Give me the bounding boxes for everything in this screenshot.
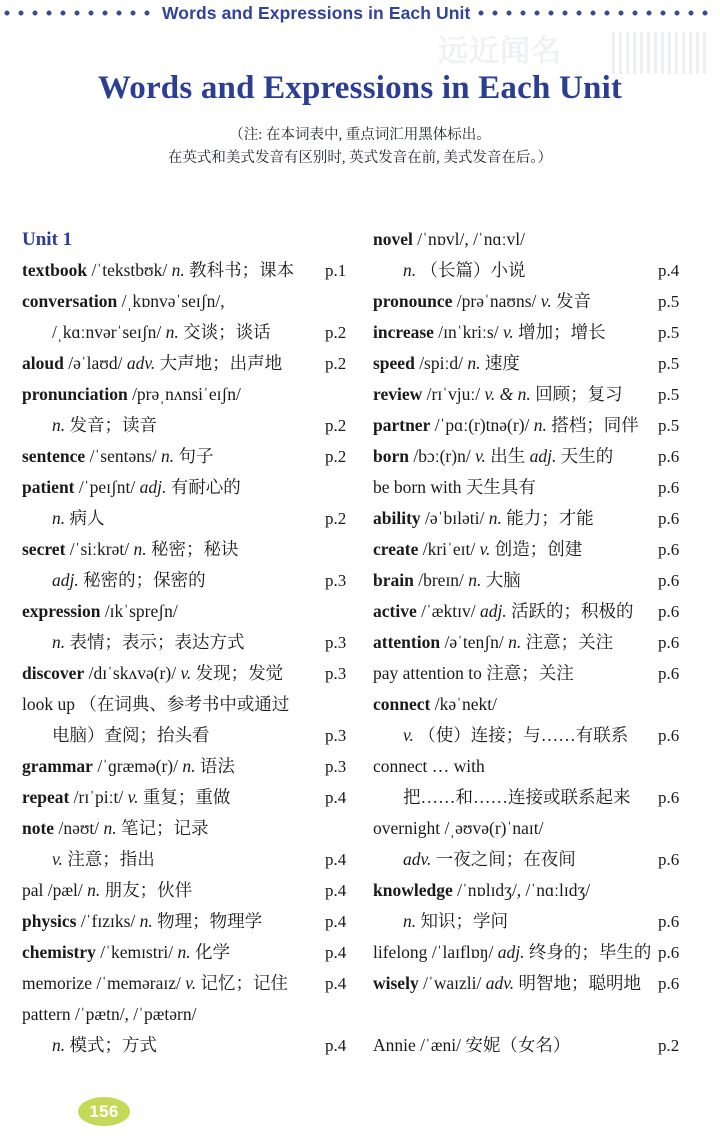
entry-part-of-speech: adj. (52, 570, 79, 590)
dictionary-entry-line (373, 1030, 720, 1061)
entry-phonetic: /ˈnɒlɪdʒ/, /ˈnɑːlɪdʒ/ (457, 880, 591, 900)
entry-translation: 发音；读音 (69, 415, 157, 435)
entry-page-ref: p.4 (325, 974, 347, 993)
entry-phonetic: /ˌəʊvə(r)ˈnaɪt/ (444, 818, 544, 838)
entry-page-ref: p.3 (325, 571, 347, 590)
entry-headword: attention (373, 632, 441, 652)
entry-headword: pattern (22, 1004, 71, 1024)
entry-part-of-speech: v. (180, 663, 192, 683)
entry-translation: （在词典、参考书中或通过 (79, 694, 290, 714)
entry-part-of-speech: n. (52, 632, 66, 652)
entry-headword: aloud (22, 353, 64, 373)
dictionary-entry-line (373, 627, 720, 658)
entry-headword: conversation (22, 291, 118, 311)
entry-phonetic: /prəˌnʌnsiˈeɪʃn/ (132, 384, 241, 404)
dictionary-entry-line (22, 906, 360, 937)
entry-headword: born (373, 446, 409, 466)
entry-translation: 病人 (69, 508, 105, 528)
entry-phonetic: /spiːd/ (419, 353, 463, 373)
entry-headword: novel (373, 229, 413, 249)
entry-headword: repeat (22, 787, 70, 807)
entry-headword: increase (373, 322, 434, 342)
dictionary-entry-line (22, 441, 360, 472)
entry-page-ref: p.2 (325, 354, 347, 373)
entry-translation: 速度 (484, 353, 520, 373)
entry-translation: 物理；物理学 (157, 911, 263, 931)
entry-part-of-speech: adj. (479, 601, 507, 621)
entry-translation: 重复；重做 (142, 787, 231, 807)
entry-headword: expression (22, 601, 101, 621)
entry-headword: physics (22, 911, 77, 931)
entry-part-of-speech: adv. (403, 849, 432, 869)
watermark-text: 远近闻名 (438, 35, 562, 68)
entry-headword: chemistry (22, 942, 96, 962)
dictionary-entry-line (373, 503, 720, 534)
entry-phonetic: /ˈæni/ (420, 1035, 461, 1055)
entry-part-of-speech: v. (502, 322, 514, 342)
entry-page-ref: p.4 (325, 881, 347, 900)
entry-translation: 秘密；秘诀 (150, 539, 239, 559)
entry-translation: 记忆；记住 (200, 973, 288, 993)
dictionary-entry-line (373, 534, 720, 565)
dictionary-entry-line (373, 286, 720, 317)
entry-translation: 大声地；出声地 (159, 353, 283, 373)
entry-translation: 注意；指出 (67, 849, 155, 869)
word-list-left-column (0, 224, 360, 1061)
entry-headword: pronounce (373, 291, 453, 311)
entry-translation: 模式；方式 (69, 1035, 157, 1055)
entry-phonetic: /ˈpɑː(r)tnə(r)/ (434, 415, 530, 435)
entry-translation: 发音 (555, 291, 591, 311)
entry-part-of-speech: n. (87, 880, 101, 900)
entry-spacer (373, 999, 720, 1030)
entry-part-of-speech: n. (165, 322, 179, 342)
entry-page-ref: p.5 (658, 416, 680, 435)
entry-phonetic: /rɪˈpiːt/ (73, 787, 124, 807)
dictionary-entry-line (22, 658, 360, 689)
dictionary-entry-line (373, 317, 720, 348)
entry-translation: （使）连接；与……有联系 (418, 725, 629, 745)
entry-part-of-speech: n. (533, 415, 547, 435)
entry-headword: connect … with (373, 756, 485, 776)
entry-translation: 注意；关注 (486, 663, 574, 683)
entry-phonetic: /pæl/ (47, 880, 83, 900)
entry-page-ref: p.5 (658, 292, 680, 311)
entry-phonetic: /ɪnˈkriːs/ (438, 322, 499, 342)
entry-page-ref: p.5 (658, 385, 680, 404)
entry-page-ref: p.5 (658, 323, 680, 342)
entry-headword: memorize (22, 973, 92, 993)
entry-headword: lifelong (373, 942, 428, 962)
entry-part-of-speech: n. (139, 911, 153, 931)
entry-phonetic: /ˈtekstbʊk/ (91, 260, 168, 280)
entry-page-ref: p.4 (325, 943, 347, 962)
entry-headword: partner (373, 415, 431, 435)
entry-part-of-speech: n. (161, 446, 175, 466)
page-number: 156 (89, 1101, 119, 1121)
dictionary-entry-line (373, 472, 720, 503)
entry-phonetic: /rɪˈvjuː/ (426, 384, 481, 404)
dictionary-entry-line (373, 906, 720, 937)
dictionary-entry-line (22, 565, 360, 596)
entry-part-of-speech: n. (467, 353, 481, 373)
dictionary-entry-line (22, 937, 360, 968)
dictionary-entry-line (373, 813, 720, 844)
entry-translation: 创造；创建 (494, 539, 583, 559)
entry-page-ref: p.6 (658, 602, 680, 621)
entry-page-ref: p.6 (658, 943, 680, 962)
entry-part-of-speech: n. (177, 942, 191, 962)
dictionary-entry-line (373, 348, 720, 379)
entry-translation: 交谈；谈话 (183, 322, 271, 342)
dictionary-entry-line (373, 875, 720, 906)
entry-headword: review (373, 384, 423, 404)
dictionary-entry-line (373, 782, 720, 813)
entry-phonetic: /prəˈnaʊns/ (456, 291, 537, 311)
entry-page-ref: p.2 (325, 323, 347, 342)
entry-phonetic: /ˈsiːkrət/ (69, 539, 130, 559)
dictionary-entry-line (373, 689, 720, 720)
entry-page-ref: p.6 (658, 664, 680, 683)
entry-page-ref: p.1 (325, 261, 347, 280)
entry-headword: pay attention to (373, 663, 482, 683)
dictionary-entry-line (373, 658, 720, 689)
entry-page-ref: p.4 (325, 788, 347, 807)
entry-page-ref: p.3 (325, 726, 347, 745)
entry-translation: 注意；关注 (525, 632, 614, 652)
entry-phonetic: /ˈmeməraɪz/ (96, 973, 181, 993)
entry-translation: 电脑）查阅；抬头看 (52, 725, 210, 745)
entry-part-of-speech: n. (103, 818, 117, 838)
note-block (0, 124, 720, 170)
entry-translation: 秘密的；保密的 (83, 570, 206, 590)
entry-page-ref: p.3 (325, 664, 347, 683)
entry-translation: 活跃的；积极的 (511, 601, 634, 621)
entry-phonetic: /ˈlaɪflɒŋ/ (431, 942, 494, 962)
dictionary-entry-line (22, 968, 360, 999)
entry-translation: 朋友；伙伴 (104, 880, 193, 900)
entry-page-ref: p.2 (325, 416, 347, 435)
dictionary-entry-line (22, 503, 360, 534)
page-title: Words and Expressions in Each Unit (97, 70, 623, 106)
entry-part-of-speech: v. (479, 539, 491, 559)
entry-page-ref: p.6 (658, 571, 680, 590)
entry-page-ref: p.4 (325, 1036, 347, 1055)
entry-headword: create (373, 539, 419, 559)
dotted-rule-left-icon (4, 10, 154, 16)
entry-page-ref: p.3 (325, 633, 347, 652)
entry-translation: （长篇）小说 (420, 260, 526, 280)
entry-phonetic: /əˈlaʊd/ (68, 353, 123, 373)
entry-phonetic: /ˈɡræmə(r)/ (97, 756, 178, 776)
entry-part-of-speech: n. (52, 415, 66, 435)
dictionary-entry-line (22, 348, 360, 379)
entry-phonetic: /ˈpeɪʃnt/ (78, 477, 136, 497)
entry-page-ref: p.2 (325, 447, 347, 466)
entry-headword: Annie (373, 1035, 416, 1055)
dictionary-entry-line (22, 255, 360, 286)
dictionary-entry-line (373, 720, 720, 751)
word-list-columns (0, 224, 720, 1061)
entry-page-ref: p.6 (658, 974, 680, 993)
entry-translation: 教科书；课本 (189, 260, 295, 280)
entry-page-ref: p.6 (658, 633, 680, 652)
entry-headword: connect (373, 694, 431, 714)
entry-page-ref: p.6 (658, 850, 680, 869)
note-line-1: （注: 在本词表中, 重点词汇用黑体标出。 (229, 127, 491, 143)
entry-page-ref: p.4 (325, 912, 347, 931)
entry-translation: 有耐心的 (170, 477, 241, 497)
entry-headword: overnight (373, 818, 441, 838)
entry-translation: 把……和……连接或联系起来 (403, 787, 631, 807)
entry-phonetic: /ˌkɒnvəˈseɪʃn/, (121, 291, 225, 311)
entry-phonetic: /ˈfɪzɪks/ (80, 911, 136, 931)
dictionary-entry-line (22, 317, 360, 348)
entry-phonetic: /ˌkɑːnvərˈseɪʃn/ (52, 322, 162, 342)
entry-phonetic: /ˈkemɪstri/ (100, 942, 174, 962)
entry-part-of-speech: n. (403, 911, 417, 931)
page-folio (78, 1097, 130, 1126)
entry-page-ref: p.3 (325, 757, 347, 776)
entry-part-of-speech: n. (508, 632, 522, 652)
dictionary-entry-line (22, 999, 360, 1030)
note-line-2: 在英式和美式发音有区别时, 英式发音在前, 美式发音在后。） (167, 150, 553, 166)
dictionary-entry-line (373, 379, 720, 410)
dictionary-entry-line (22, 689, 360, 720)
dictionary-entry-line (373, 565, 720, 596)
entry-headword: discover (22, 663, 85, 683)
dictionary-entry-line (373, 937, 720, 968)
entry-translation: 天生具有 (465, 477, 536, 497)
dictionary-entry-line (22, 875, 360, 906)
entry-headword: secret (22, 539, 66, 559)
entry-phonetic: /dɪˈskʌvə(r)/ (88, 663, 177, 683)
entry-phonetic: /ˈsentəns/ (89, 446, 157, 466)
entry-translation: 安妮（女名） (465, 1035, 571, 1055)
entry-headword: brain (373, 570, 414, 590)
entry-phonetic: /ɪkˈspreʃn/ (104, 601, 178, 621)
entry-page-ref: p.2 (658, 1036, 680, 1055)
entry-page-ref: p.6 (658, 478, 680, 497)
dictionary-entry-line (373, 224, 720, 255)
dictionary-entry-line (373, 441, 720, 472)
entry-translation: 句子 (178, 446, 214, 466)
entry-part-of-speech: v. (52, 849, 63, 869)
entry-translation: 一夜之间；在夜间 (435, 849, 576, 869)
dotted-rule-right-icon (478, 10, 716, 16)
entry-translation-2: 天生的 (560, 446, 614, 466)
entry-page-ref: p.6 (658, 726, 680, 745)
entry-headword: look up (22, 694, 75, 714)
entry-translation: 大脑 (485, 570, 521, 590)
entry-translation: 明智地；聪明地 (518, 973, 641, 993)
entry-page-ref: p.4 (325, 850, 347, 869)
entry-headword: note (22, 818, 55, 838)
entry-part-of-speech: n. (52, 508, 66, 528)
entry-phonetic: /breɪn/ (418, 570, 464, 590)
entry-phonetic: /ˈæktɪv/ (421, 601, 476, 621)
entry-headword: be born with (373, 477, 462, 497)
dictionary-entry-line (22, 813, 360, 844)
entry-part-of-speech: v. (127, 787, 139, 807)
entry-part-of-speech: n. (488, 508, 502, 528)
entry-part-of-speech: adv. (126, 353, 156, 373)
entry-translation: 语法 (199, 756, 235, 776)
entry-phonetic: /ˈpætn/, /ˈpætərn/ (74, 1004, 197, 1024)
entry-page-ref: p.6 (658, 509, 680, 528)
entry-headword: wisely (373, 973, 419, 993)
entry-translation: 回顾；复习 (535, 384, 623, 404)
entry-part-of-speech: v. (475, 446, 486, 466)
entry-page-ref: p.6 (658, 447, 680, 466)
dictionary-entry-line (22, 286, 360, 317)
entry-page-ref: p.5 (658, 354, 680, 373)
dictionary-entry-line (373, 751, 720, 782)
entry-translation: 出生 (490, 446, 526, 466)
entry-headword: patient (22, 477, 75, 497)
entry-headword: textbook (22, 260, 88, 280)
entry-part-of-speech: adj. (497, 942, 525, 962)
dictionary-entry-line (22, 627, 360, 658)
entry-phonetic: /nəʊt/ (58, 818, 100, 838)
entry-phonetic: /əˈbɪləti/ (425, 508, 485, 528)
entry-part-of-speech: n. (52, 1035, 66, 1055)
entry-part-of-speech: n. (403, 260, 417, 280)
entry-part-of-speech: v. & n. (484, 384, 531, 404)
entry-headword: pronunciation (22, 384, 128, 404)
entry-part-of-speech-2: adj. (529, 446, 557, 466)
entry-headword: knowledge (373, 880, 453, 900)
entry-page-ref: p.6 (658, 788, 680, 807)
entry-part-of-speech: adv. (485, 973, 515, 993)
dictionary-entry-line (22, 720, 360, 751)
entry-headword: active (373, 601, 417, 621)
entry-translation: 发现；发觉 (195, 663, 284, 683)
dictionary-entry-line (373, 410, 720, 441)
dictionary-entry-line (22, 379, 360, 410)
entry-part-of-speech: v. (403, 725, 414, 745)
entry-headword: grammar (22, 756, 93, 776)
entry-translation: 知识；学问 (420, 911, 508, 931)
word-list-right-column (360, 224, 720, 1061)
entry-translation: 笔记；记录 (121, 818, 209, 838)
entry-phonetic: /bɔː(r)n/ (413, 446, 471, 466)
dictionary-entry-line (22, 844, 360, 875)
dictionary-entry-line (22, 472, 360, 503)
watermark-bars-icon (612, 32, 708, 74)
entry-page-ref: p.6 (658, 912, 680, 931)
entry-phonetic: /kriˈeɪt/ (422, 539, 476, 559)
running-header (0, 0, 720, 26)
entry-part-of-speech: n. (171, 260, 185, 280)
dictionary-entry-line (373, 844, 720, 875)
entry-translation: 表情；表示；表达方式 (69, 632, 245, 652)
entry-part-of-speech: n. (133, 539, 147, 559)
entry-phonetic: /kəˈnekt/ (434, 694, 497, 714)
unit-heading: Unit 1 (22, 229, 73, 250)
entry-translation: 搭档；同伴 (551, 415, 639, 435)
entry-translation: 终身的；毕生的 (528, 942, 652, 962)
entry-part-of-speech: v. (540, 291, 552, 311)
dictionary-entry-line (22, 410, 360, 441)
entry-part-of-speech: n. (468, 570, 482, 590)
entry-part-of-speech: v. (185, 973, 197, 993)
entry-headword: ability (373, 508, 421, 528)
entry-translation: 能力；才能 (506, 508, 594, 528)
entry-phonetic: /ˈnɒvl/, /ˈnɑːvl/ (417, 229, 525, 249)
dictionary-entry-line (22, 596, 360, 627)
entry-headword: pal (22, 880, 44, 900)
entry-page-ref: p.4 (658, 261, 680, 280)
dictionary-entry-line (22, 751, 360, 782)
dictionary-entry-line (22, 534, 360, 565)
entry-part-of-speech: adj. (139, 477, 167, 497)
entry-translation: 化学 (195, 942, 231, 962)
entry-page-ref: p.2 (325, 509, 347, 528)
entry-headword: speed (373, 353, 415, 373)
entry-part-of-speech: n. (182, 756, 196, 776)
dictionary-entry-line (373, 596, 720, 627)
entry-phonetic: /əˈtenʃn/ (444, 632, 504, 652)
dictionary-entry-line (22, 1030, 360, 1061)
running-header-title: Words and Expressions in Each Unit (162, 2, 471, 23)
dictionary-entry-line (22, 782, 360, 813)
entry-headword: sentence (22, 446, 86, 466)
dictionary-entry-line (373, 968, 720, 999)
entry-page-ref: p.6 (658, 540, 680, 559)
entry-translation: 增加；增长 (518, 322, 606, 342)
dictionary-entry-line (373, 255, 720, 286)
entry-phonetic: /ˈwaɪzli/ (423, 973, 482, 993)
